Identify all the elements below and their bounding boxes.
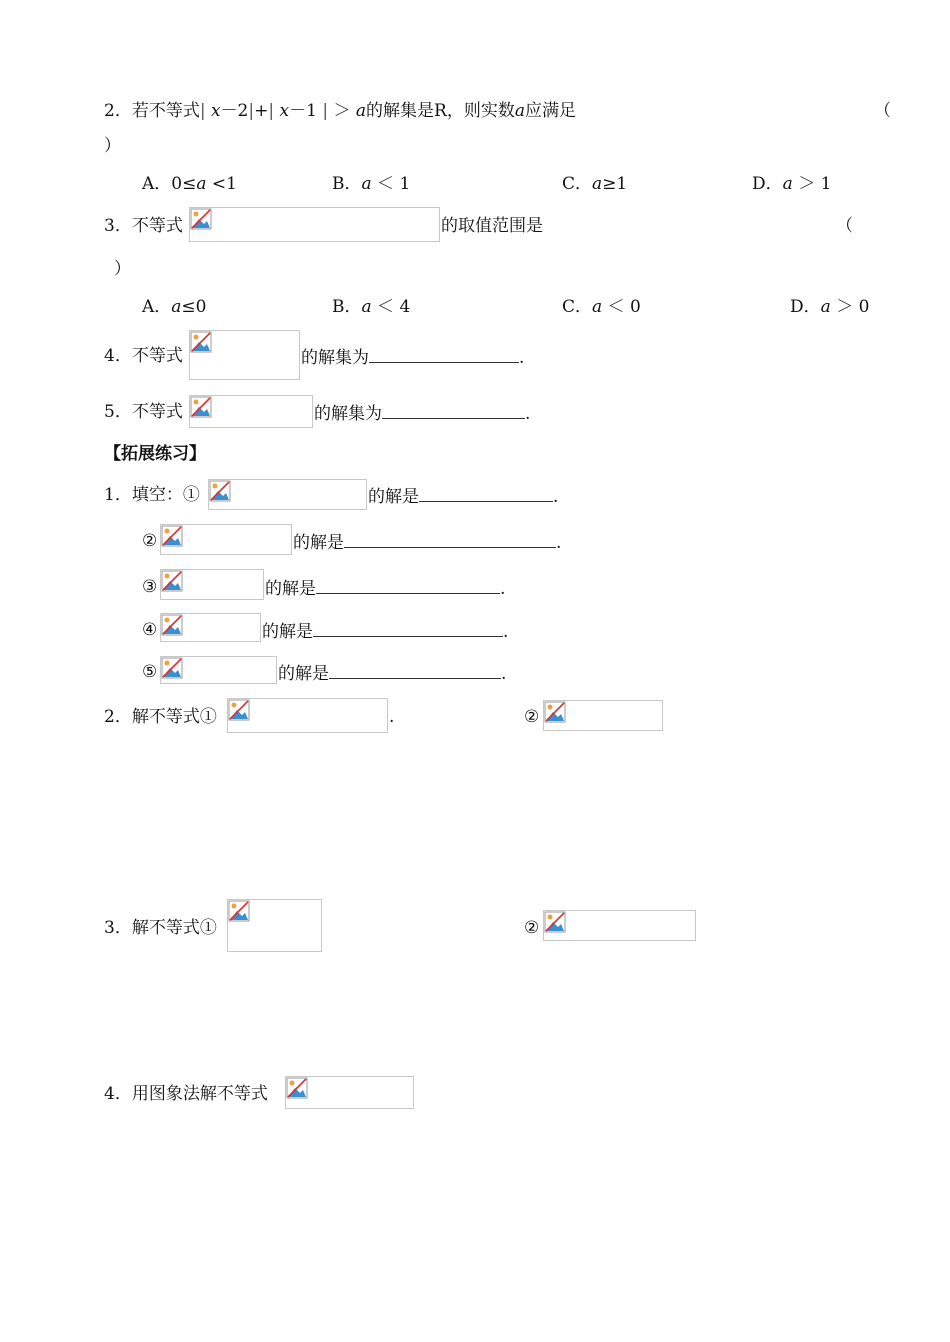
q4-stem-end: 的解集为 .	[301, 344, 524, 370]
e1-formula-image-1	[208, 479, 367, 510]
e2-formula-image-2	[543, 700, 663, 731]
broken-image-icon	[228, 699, 250, 721]
q2-number: 2．	[104, 101, 132, 121]
broken-image-icon	[161, 614, 183, 636]
broken-image-icon	[286, 1077, 308, 1099]
broken-image-icon	[161, 570, 183, 592]
q3-paren-close: ）	[114, 259, 131, 279]
answer-blank	[313, 618, 503, 637]
q3-stem-end: 的取值范围是	[441, 216, 543, 236]
e1-formula-image-3	[160, 569, 264, 600]
q3-option-b: B．a ＜ 4	[332, 297, 411, 317]
q3-option-a: A．a≤0	[142, 297, 207, 317]
e4-stem: 4．用图象法解不等式	[104, 1084, 268, 1104]
broken-image-icon	[228, 900, 250, 922]
q3-formula-image	[189, 207, 440, 242]
e3-formula-image-1	[227, 899, 322, 952]
q2-stem: 2．若不等式| x－2|+| x－1 | ＞ a的解集是R，则实数a应满足	[104, 101, 576, 121]
q3-option-d: D．a ＞ 0	[790, 297, 870, 317]
q2-option-b: B．a ＜ 1	[332, 174, 411, 194]
e2-mid-period: .	[389, 707, 395, 727]
broken-image-icon	[161, 525, 183, 547]
e3-formula-image-2	[543, 910, 696, 941]
q2-option-a: A．0≤a <1	[142, 174, 237, 194]
e4-formula-image	[285, 1076, 414, 1109]
answer-blank	[382, 400, 525, 419]
e1-mark-4: ④	[142, 620, 158, 640]
answer-blank	[419, 483, 553, 502]
q3-paren-open: （	[836, 216, 853, 236]
e1-formula-image-4	[160, 613, 261, 642]
q3-option-c: C．a ＜ 0	[562, 297, 641, 317]
answer-blank	[329, 660, 501, 679]
e1-formula-image-2	[160, 524, 292, 555]
q3-stem-start: 3．不等式	[104, 216, 183, 236]
q5-stem-start: 5．不等式	[104, 402, 183, 422]
e1-line3-end: 的解是 .	[265, 575, 505, 601]
e1-mark-3: ③	[142, 577, 158, 597]
broken-image-icon	[209, 480, 231, 502]
q2-option-d: D．a ＞ 1	[752, 174, 832, 194]
answer-blank	[344, 529, 556, 548]
e1-stem-start: 1．填空：①	[104, 485, 200, 505]
broken-image-icon	[190, 208, 212, 230]
q4-formula-image	[189, 330, 300, 380]
e1-mark-2: ②	[142, 531, 158, 551]
broken-image-icon	[190, 331, 212, 353]
q2-option-c: C．a≥1	[562, 174, 628, 194]
q5-stem-end: 的解集为 .	[314, 400, 530, 426]
q4-stem-start: 4．不等式	[104, 346, 183, 366]
e2-stem-start: 2．解不等式①	[104, 707, 217, 727]
e2-mark-2: ②	[524, 707, 540, 727]
section-title: 【拓展练习】	[104, 444, 206, 464]
e1-formula-image-5	[160, 656, 277, 684]
e1-mark-5: ⑤	[142, 662, 158, 682]
e1-line2-end: 的解是 .	[293, 529, 561, 555]
answer-blank	[316, 575, 500, 594]
q2-paren-close: ）	[104, 136, 121, 156]
e2-formula-image-1	[227, 698, 388, 733]
e1-line1-end: 的解是 .	[368, 483, 558, 509]
broken-image-icon	[544, 911, 566, 933]
e3-stem-start: 3．解不等式①	[104, 918, 217, 938]
broken-image-icon	[544, 701, 566, 723]
e1-line5-end: 的解是 .	[278, 660, 506, 686]
e1-line4-end: 的解是 .	[262, 618, 508, 644]
answer-blank	[369, 344, 519, 363]
q5-formula-image	[189, 395, 313, 428]
broken-image-icon	[190, 396, 212, 418]
q2-paren-open: （	[874, 101, 891, 121]
broken-image-icon	[161, 657, 183, 679]
e3-mark-2: ②	[524, 918, 540, 938]
